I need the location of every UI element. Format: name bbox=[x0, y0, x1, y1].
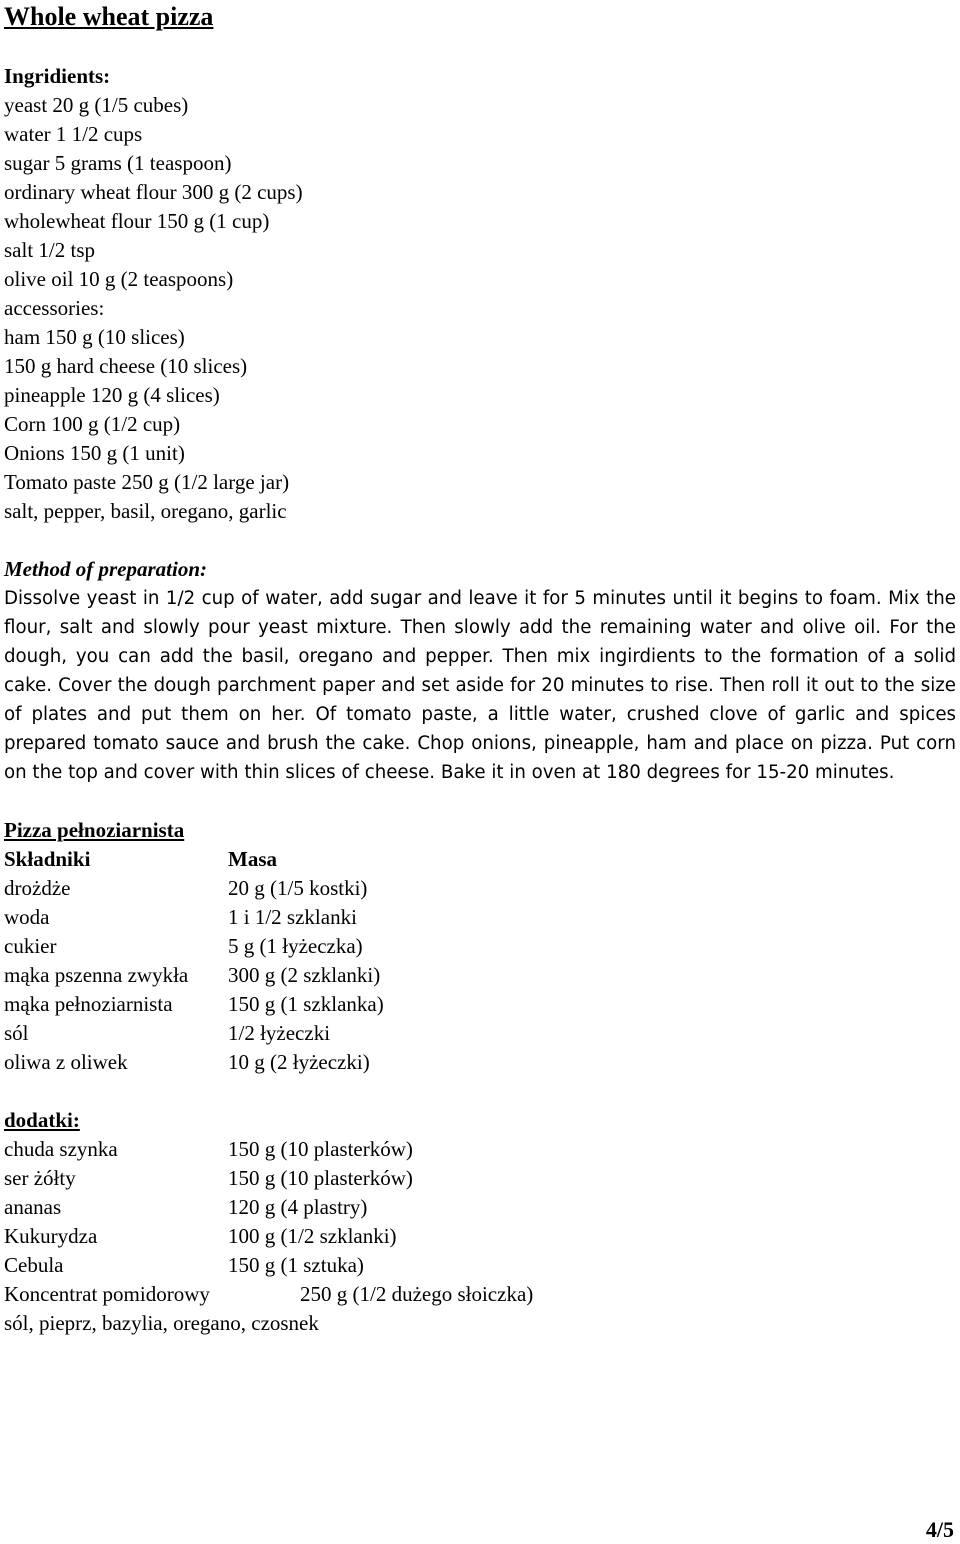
ingredient-line: pineapple 120 g (4 slices) bbox=[4, 383, 220, 407]
ingredient-line: 150 g hard cheese (10 slices) bbox=[4, 354, 248, 378]
extras-heading: dodatki: bbox=[4, 1108, 80, 1132]
table-row bbox=[4, 1251, 956, 1280]
row-amount: 150 g (10 plasterków) bbox=[228, 1166, 413, 1190]
row-name: sól bbox=[4, 1021, 29, 1045]
table-row bbox=[4, 874, 956, 903]
table-row bbox=[4, 1280, 956, 1309]
table-row bbox=[4, 1164, 956, 1193]
polish-section bbox=[4, 816, 956, 1338]
row-name: mąka pełnoziarnista bbox=[4, 992, 173, 1016]
row-name: drożdże bbox=[4, 876, 71, 900]
ingredient-line: Onions 150 g (1 unit) bbox=[4, 441, 185, 465]
row-amount: 20 g (1/5 kostki) bbox=[228, 876, 368, 900]
table-row bbox=[4, 932, 956, 961]
row-amount: 1 i 1/2 szklanki bbox=[228, 905, 357, 929]
row-name: ananas bbox=[4, 1195, 62, 1219]
row-amount: 1/2 łyżeczki bbox=[228, 1021, 331, 1045]
ingredient-line: ham 150 g (10 slices) bbox=[4, 325, 185, 349]
ingredient-line: sugar 5 grams (1 teaspoon) bbox=[4, 151, 232, 175]
ingredient-line: olive oil 10 g (2 teaspoons) bbox=[4, 267, 234, 291]
polish-table-header bbox=[4, 845, 956, 874]
ingredient-line: salt 1/2 tsp bbox=[4, 238, 96, 262]
row-name: ser żółty bbox=[4, 1166, 76, 1190]
row-name: oliwa z oliwek bbox=[4, 1050, 128, 1074]
ingredients-list bbox=[4, 91, 956, 526]
row-name: Cebula bbox=[4, 1253, 64, 1277]
page-title: Whole wheat pizza bbox=[4, 2, 214, 31]
ingredient-line: accessories: bbox=[4, 296, 105, 320]
table-row bbox=[4, 1048, 956, 1077]
ingredient-line: Tomato paste 250 g (1/2 large jar) bbox=[4, 470, 290, 494]
ingredient-line: yeast 20 g (1/5 cubes) bbox=[4, 93, 189, 117]
table-row bbox=[4, 1222, 956, 1251]
spices-line: sól, pieprz, bazylia, oregano, czosnek bbox=[4, 1311, 319, 1335]
ingredients-heading: Ingridients: bbox=[4, 64, 111, 88]
ingredient-line: wholewheat flour 150 g (1 cup) bbox=[4, 209, 270, 233]
row-name: Koncentrat pomidorowy bbox=[4, 1282, 210, 1306]
method-paragraph: Dissolve yeast in 1/2 cup of water, add sugar and leave it for 5 minutes until it begins to foam. Mix the flour, salt and slowly pour yeast mixture. Then slowly add the remaining water and olive oil. For the dough, you can add the basil, oregano and pepper. Then mix ingirdients to the formation of a solid cake. Cover the dough parchment paper and set aside for 20 minutes to rise. Then roll it out to the size of plates and put them on her. Of tomato paste, a little water, crushed clove of garlic and spices prepared tomato sauce and brush the cake. Chop onions, pineapple, ham and place on pizza. Put corn on the top and cover with thin slices of cheese. Bake it in oven at 180 degrees for 15-20 minutes. bbox=[4, 588, 956, 783]
row-name: cukier bbox=[4, 934, 57, 958]
table-row bbox=[4, 990, 956, 1019]
row-name: chuda szynka bbox=[4, 1137, 118, 1161]
row-amount: 10 g (2 łyżeczki) bbox=[228, 1050, 370, 1074]
row-amount: 5 g (1 łyżeczka) bbox=[228, 934, 363, 958]
table-row bbox=[4, 903, 956, 932]
row-amount: 150 g (10 plasterków) bbox=[228, 1137, 413, 1161]
row-amount: 150 g (1 szklanka) bbox=[228, 992, 384, 1016]
polish-title: Pizza pełnoziarnista bbox=[4, 818, 185, 842]
row-amount: 300 g (2 szklanki) bbox=[228, 963, 381, 987]
table-row bbox=[4, 1135, 956, 1164]
document-page bbox=[4, 0, 956, 1338]
table-row bbox=[4, 961, 956, 990]
col-mass-header: Masa bbox=[228, 847, 277, 871]
ingredient-line: ordinary wheat flour 300 g (2 cups) bbox=[4, 180, 303, 204]
ingredient-line: salt, pepper, basil, oregano, garlic bbox=[4, 499, 287, 523]
table-row bbox=[4, 1019, 956, 1048]
row-name: mąka pszenna zwykła bbox=[4, 963, 189, 987]
page-number: 4/5 bbox=[925, 1517, 954, 1542]
table-row bbox=[4, 1193, 956, 1222]
row-amount: 120 g (4 plastry) bbox=[228, 1195, 368, 1219]
col-ingredients-header: Składniki bbox=[4, 847, 91, 871]
method-heading: Method of preparation: bbox=[4, 557, 208, 581]
row-amount: 100 g (1/2 szklanki) bbox=[228, 1224, 397, 1248]
row-name: woda bbox=[4, 905, 50, 929]
row-amount: 250 g (1/2 dużego słoiczka) bbox=[300, 1282, 534, 1306]
row-name: Kukurydza bbox=[4, 1224, 98, 1248]
row-amount: 150 g (1 sztuka) bbox=[228, 1253, 364, 1277]
ingredient-line: water 1 1/2 cups bbox=[4, 122, 143, 146]
ingredient-line: Corn 100 g (1/2 cup) bbox=[4, 412, 181, 436]
